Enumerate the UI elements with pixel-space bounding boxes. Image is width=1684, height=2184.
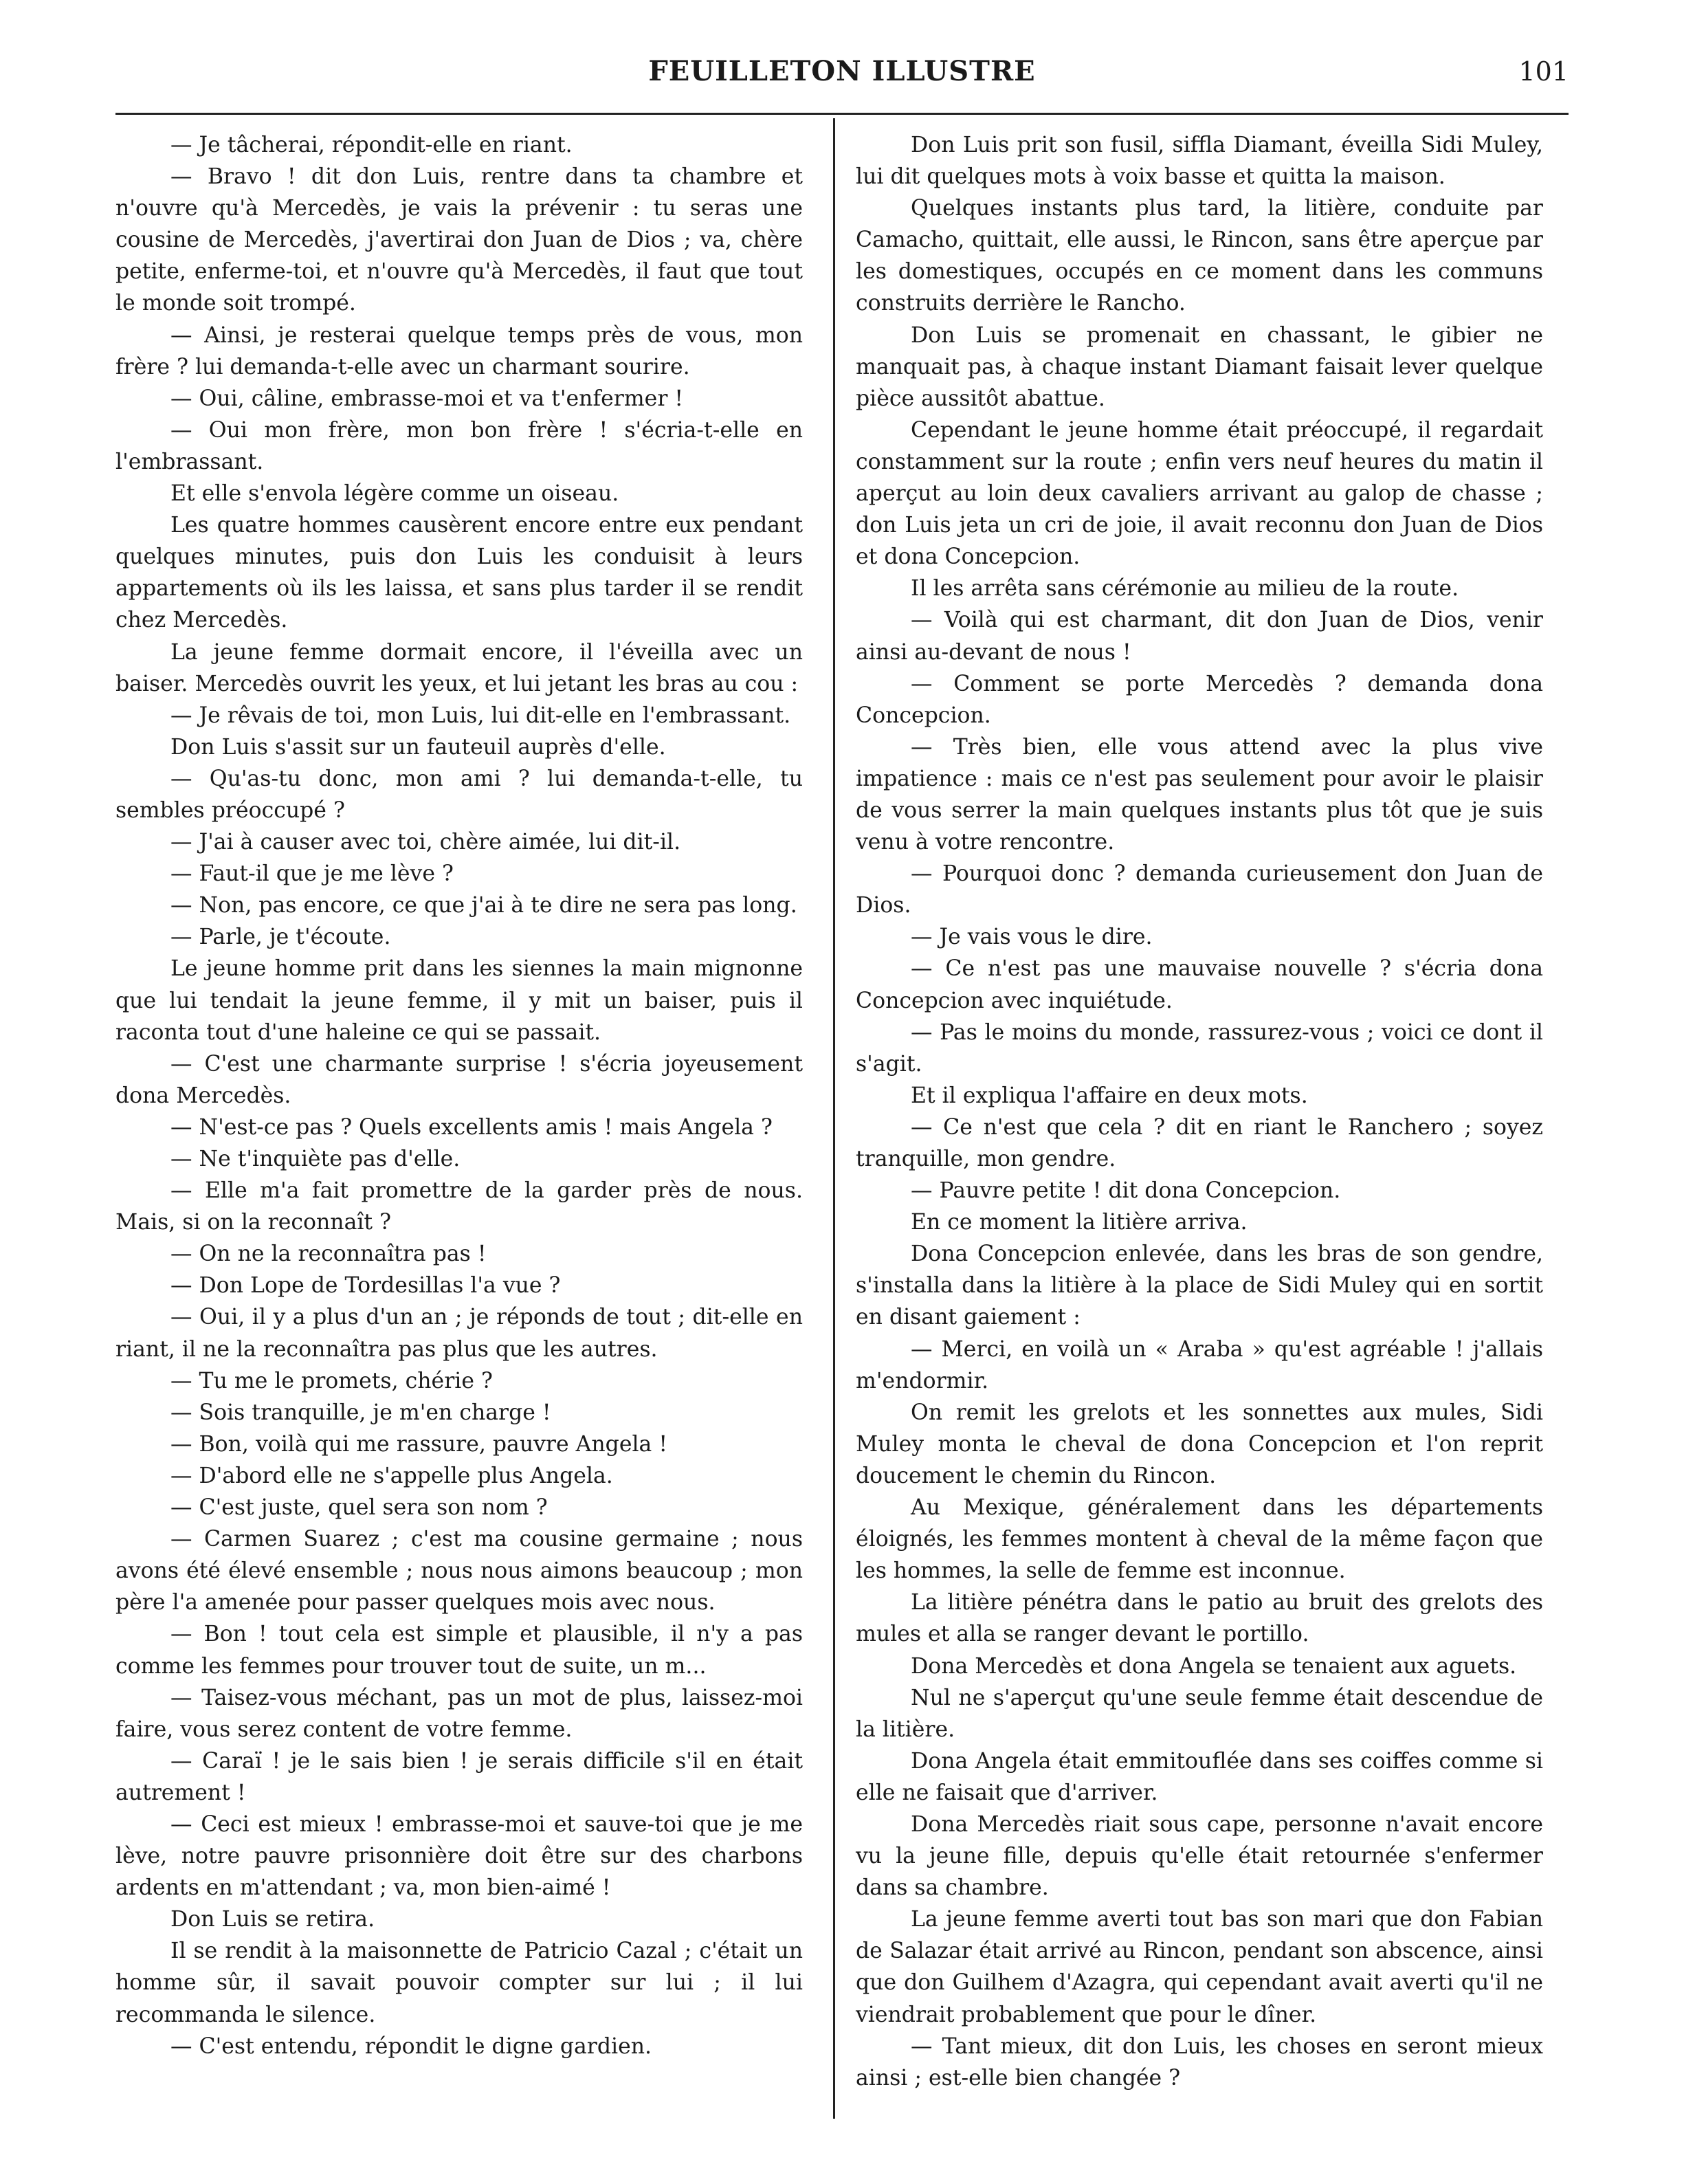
paragraph: Don Luis prit son fusil, siffla Diamant, éveilla Sidi Muley, lui dit quelques mots à voix basse et quitta la maison. [856,133,1543,190]
paragraph: Le jeune homme prit dans les siennes la main mignonne que lui tendait la jeune femme, il y mit un baiser, puis il raconta tout d'une haleine ce qui se passait. [115,956,803,1045]
paragraph: — D'abord elle ne s'appelle plus Angela. [170,1463,613,1488]
paragraph: — Elle m'a fait promettre de la garder près de nous. Mais, si on la reconnaît ? [115,1178,803,1235]
paragraph: Nul ne s'aperçut qu'une seule femme était descendue de la litière. [856,1685,1543,1742]
paragraph: — Parle, je t'écoute. [170,925,391,950]
paragraph: Dona Angela était emmitouflée dans ses coiffes comme si elle ne faisait que d'arriver. [856,1748,1543,1805]
header-rule [115,113,1569,115]
paragraph: — Pourquoi donc ? demanda curieusement don Juan de Dios. [856,861,1543,918]
running-title: FEUILLETON ILLUSTRE [648,55,1036,87]
paragraph: — Très bien, elle vous attend avec la plus vive impatience : mais ce n'est pas seulement pour avoir le plaisir de vous serrer la main quelques instants plus tôt que je suis venu à votre rencontre. [856,734,1543,855]
paragraph: — Don Lope de Tordesillas l'a vue ? [170,1273,561,1299]
paragraph: — Je tâcherai, répondit-elle en riant. [170,133,573,157]
paragraph: Dona Mercedès riait sous cape, personne n'avait encore vu la jeune fille, depuis qu'elle était retournée s'enfermer dans sa chambre. [856,1811,1543,1901]
paragraph: — C'est juste, quel sera son nom ? [170,1495,548,1521]
paragraph: On remit les grelots et les sonnettes aux mules, Sidi Muley monta le cheval de dona Concepcion et l'on reprit doucement le chemin du Rincon. [856,1400,1543,1488]
paragraph: — Bravo ! dit don Luis, rentre dans ta chambre et n'ouvre qu'à Mercedès, je vais la prévenir : tu seras une cousine de Mercedès, j'avertirai don Juan de Dios ; va, chère petite, enferme-toi, et n'ouvre qu'à Mercedès, il faut que tout le monde soit trompé. [115,164,803,316]
left-column [115,129,803,2062]
page-header [115,48,1569,89]
paragraph: — Ainsi, je resterai quelque temps près de vous, mon frère ? lui demanda-t-elle avec un charmant sourire. [115,322,803,379]
paragraph: — Sois tranquille, je m'en charge ! [170,1400,551,1425]
paragraph: La litière pénétra dans le patio au bruit des grelots des mules et alla se ranger devant le portillo. [856,1590,1543,1647]
paragraph: — Tu me le promets, chérie ? [170,1368,493,1393]
paragraph: — Merci, en voilà un « Araba » qu'est agréable ! j'allais m'endormir. [856,1336,1543,1393]
paragraph: — C'est entendu, répondit le digne gardien. [170,2033,652,2059]
paragraph: — J'ai à causer avec toi, chère aimée, lui dit-il. [170,830,681,855]
paragraph: Il se rendit à la maisonnette de Patricio Cazal ; c'était un homme sûr, il savait pouvoir compter sur lui ; il lui recommanda le silence. [115,1939,803,2027]
paragraph: Don Luis s'assit sur un fauteuil auprès d'elle. [170,734,666,760]
paragraph: La jeune femme averti tout bas son mari que don Fabian de Salazar était arrivé au Rincon, pendant son abscence, ainsi que don Guilhem d'Azagra, qui cependant avait averti qu'il ne viendrait probablement que pour le dîner. [856,1907,1543,2027]
paragraph: — Faut-il que je me lève ? [170,861,454,887]
paragraph: — Oui, il y a plus d'un an ; je réponds de tout ; dit-elle en riant, il ne la reconnaîtra pas plus que les autres. [115,1305,803,1362]
paragraph: — Comment se porte Mercedès ? demanda dona Concepcion. [856,671,1543,728]
paragraph: — C'est une charmante surprise ! s'écria joyeusement dona Mercedès. [115,1051,803,1108]
paragraph: Quelques instants plus tard, la litière, conduite par Camacho, quittait, elle aussi, le Rincon, sans être aperçue par les domestiques, occupés en ce moment dans les communs construits derrière le Rancho. [856,196,1543,316]
paragraph: — Ceci est mieux ! embrasse-moi et sauve-toi que je me lève, notre pauvre prisonnière doit être sur des charbons ardents en m'attendant ; va, mon bien-aimé ! [115,1811,803,1901]
paragraph: En ce moment la litière arriva. [911,1210,1248,1235]
paragraph: — Ce n'est que cela ? dit en riant le Ranchero ; soyez tranquille, mon gendre. [856,1114,1543,1171]
paragraph: Et elle s'envola légère comme un oiseau. [170,481,619,507]
paragraph: — Pas le moins du monde, rassurez-vous ; voici ce dont il s'agit. [856,1019,1543,1077]
paragraph: — Je vais vous le dire. [911,925,1153,950]
paragraph: Il les arrêta sans cérémonie au milieu de la route. [911,576,1459,602]
right-column [856,129,1543,2094]
paragraph: — Non, pas encore, ce que j'ai à te dire ne sera pas long. [170,893,797,918]
paragraph: — Oui mon frère, mon bon frère ! s'écria-t-elle en l'embrassant. [115,417,803,474]
paragraph: Dona Concepcion enlevée, dans les bras de son gendre, s'installa dans la litière à la place de Sidi Muley qui en sortit en disant gaiement : [856,1242,1543,1330]
paragraph: Au Mexique, généralement dans les départements éloignés, les femmes montent à cheval de la même façon que les hommes, la selle de femme est inconnue. [856,1495,1543,1584]
paragraph: — Caraï ! je le sais bien ! je serais difficile s'il en était autrement ! [115,1748,803,1805]
page-number: 101 [1518,56,1569,87]
paragraph: — Taisez-vous méchant, pas un mot de plus, laissez-moi faire, vous serez content de votre femme. [115,1685,803,1742]
paragraph: Don Luis se retira. [170,1907,375,1932]
paragraph: — Qu'as-tu donc, mon ami ? lui demanda-t-elle, tu sembles préoccupé ? [115,766,803,823]
paragraph: — Bon, voilà qui me rassure, pauvre Angela ! [170,1431,667,1457]
paragraph: — Tant mieux, dit don Luis, les choses en seront mieux ainsi ; est-elle bien changée ? [856,2033,1543,2091]
paragraph: — Ce n'est pas une mauvaise nouvelle ? s'écria dona Concepcion avec inquiétude. [856,956,1543,1013]
paragraph: Les quatre hommes causèrent encore entre eux pendant quelques minutes, puis don Luis les conduisit à leurs appartements où ils les laissa, et sans plus tarder il se rendit chez Mercedès. [115,513,803,633]
paragraph: — Oui, câline, embrasse-moi et va t'enfermer ! [170,386,684,411]
paragraph: Dona Mercedès et dona Angela se tenaient aux aguets. [911,1653,1517,1679]
paragraph: Don Luis se promenait en chassant, le gibier ne manquait pas, à chaque instant Diamant faisait lever quelque pièce aussitôt abattue. [856,322,1543,411]
column-divider [833,118,835,2119]
paragraph: — Bon ! tout cela est simple et plausible, il n'y a pas comme les femmes pour trouver tout de suite, un m... [115,1622,803,1679]
paragraph: La jeune femme dormait encore, il l'éveilla avec un baiser. Mercedès ouvrit les yeux, et lui jetant les bras au cou : [115,639,803,696]
paragraph: — Voilà qui est charmant, dit don Juan de Dios, venir ainsi au-devant de nous ! [856,608,1543,665]
paragraph: Et il expliqua l'affaire en deux mots. [911,1083,1308,1108]
paragraph: — Ne t'inquiète pas d'elle. [170,1147,461,1171]
paragraph: — Je rêvais de toi, mon Luis, lui dit-elle en l'embrassant. [170,703,791,728]
paragraph: — Carmen Suarez ; c'est ma cousine germaine ; nous avons été élevé ensemble ; nous nous aimons beaucoup ; mon père l'a amenée pour passer quelques mois avec nous. [115,1527,803,1615]
paragraph: — On ne la reconnaîtra pas ! [170,1242,487,1267]
paragraph: Cependant le jeune homme était préoccupé, il regardait constamment sur la route ; enfin vers neuf heures du matin il aperçut au loin deux cavaliers arrivant au galop de chasse ; don Luis jeta un cri de joie, il avait reconnu don Juan de Dios et dona Concepcion. [856,417,1543,570]
paragraph: — N'est-ce pas ? Quels excellents amis ! mais Angela ? [170,1114,773,1140]
paragraph: — Pauvre petite ! dit dona Concepcion. [911,1178,1341,1204]
